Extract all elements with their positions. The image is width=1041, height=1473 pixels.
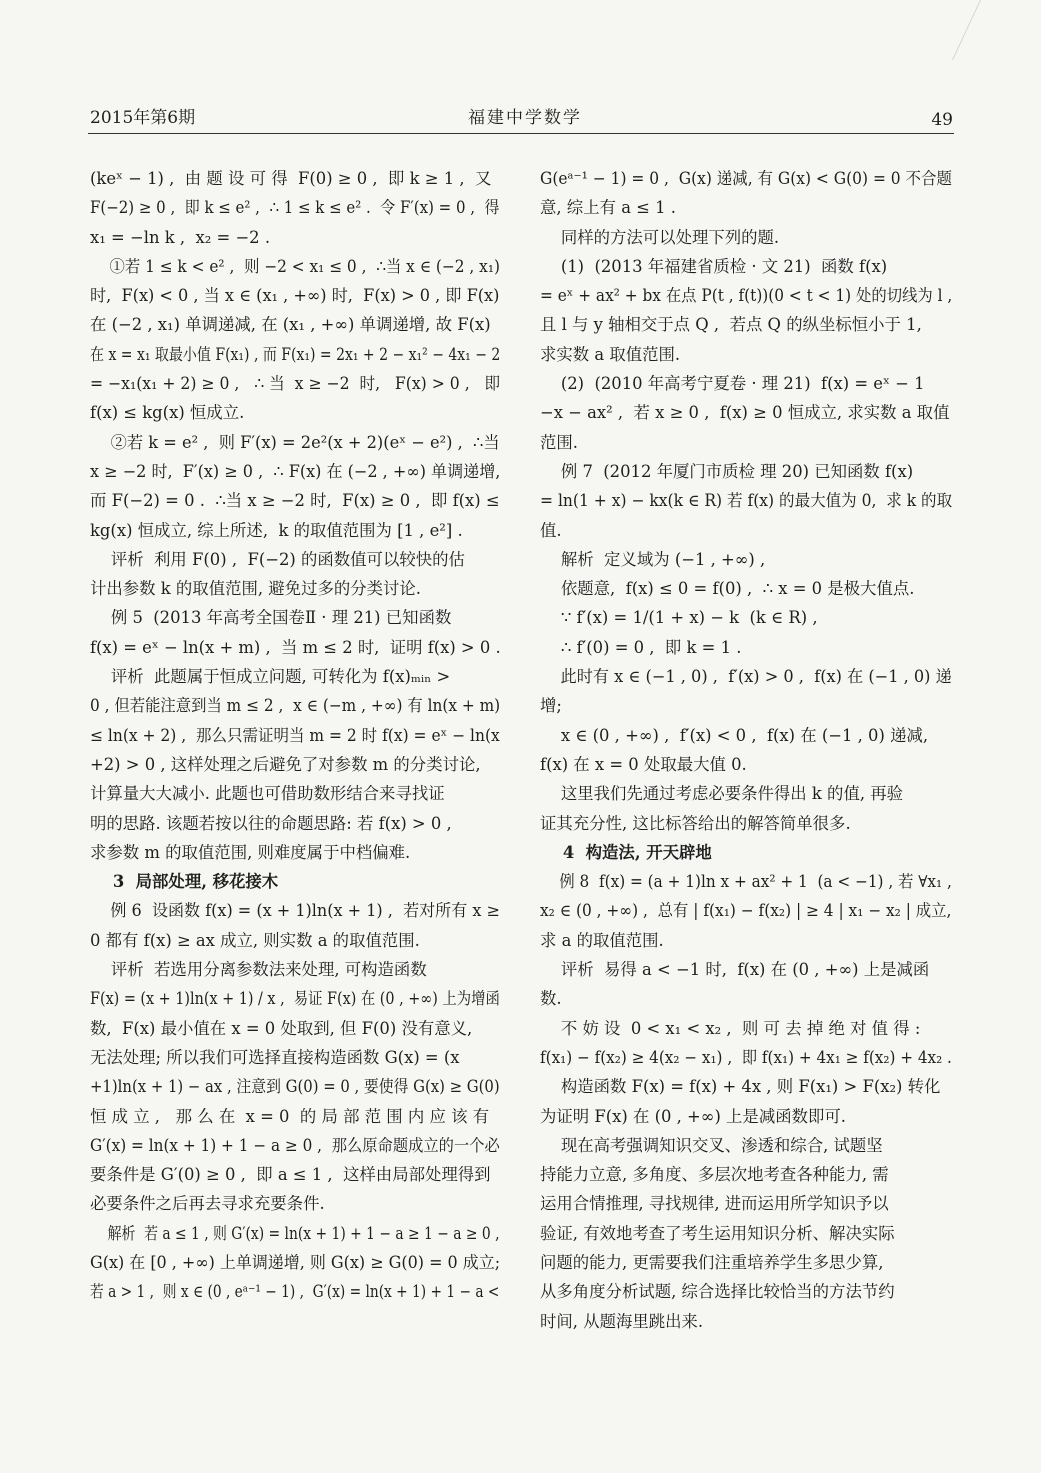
- text-line: 在 (−2 , x₁) 单调递减, 在 (x₁ , +∞) 单调递增, 故 F(x): [90, 315, 491, 335]
- text-line: 评析 利用 F(0) , F(−2) 的函数值可以较快的估: [90, 549, 465, 569]
- text-line: 范围.: [540, 432, 578, 452]
- issue-label: 2015年第6期: [90, 108, 196, 128]
- text-line: +1)ln(x + 1) − ax , 注意到 G(0) = 0 , 要使得 G(x) ≥ G(0): [90, 1077, 500, 1097]
- text-line: (2) (2010 年高考宁夏卷 · 理 21) f(x) = eˣ − 1: [540, 374, 925, 394]
- text-line: kg(x) 恒成立, 综上所述, k 的取值范围为 [1 , e²] .: [90, 520, 463, 540]
- text-line: = ln(1 + x) − kx(k ∈ R) 若 f(x) 的最大值为 0, 求 k 的取: [540, 491, 953, 511]
- text-line: x ∈ (0 , +∞) , f′(x) < 0 , f(x) 在 (−1 , 0) 递减,: [540, 725, 929, 745]
- text-line: = −x₁(x₁ + 2) ≥ 0 , ∴ 当 x ≥ −2 时, F(x) > 0 , 即: [90, 374, 501, 394]
- text-line: 持能力立意, 多角度、多层次地考查各种能力, 需: [540, 1165, 889, 1185]
- header-rule: [88, 133, 954, 134]
- text-line: 评析 此题属于恒成立问题, 可转化为 f(x)ₘᵢₙ >: [90, 667, 451, 687]
- text-line: 依题意, f(x) ≤ 0 = f(0) , ∴ x = 0 是极大值点.: [540, 579, 915, 599]
- text-line: 现在高考强调知识交叉、渗透和综合, 试题坚: [540, 1135, 883, 1155]
- text-line: 构造函数 F(x) = f(x) + 4x , 则 F(x₁) > F(x₂) 转化: [540, 1077, 941, 1097]
- page-number: 49: [931, 110, 953, 130]
- text-line: +2) > 0 , 这样处理之后避免了对参数 m 的分类讨论,: [90, 754, 481, 774]
- text-line: 增;: [540, 696, 562, 716]
- text-line: 必要条件之后再去寻求充要条件.: [90, 1194, 325, 1214]
- text-line: F(−2) ≥ 0 , 即 k ≤ e² , ∴ 1 ≤ k ≤ e² . 令 F′(x) = 0 , 得: [90, 198, 500, 218]
- text-line: G(eᵃ⁻¹ − 1) = 0 , G(x) 递减, 有 G(x) < G(0) = 0 不合题: [540, 169, 952, 188]
- text-line: 要条件是 G′(0) ≥ 0 , 即 a ≤ 1 , 这样由局部处理得到: [90, 1165, 491, 1185]
- text-line: 时, F(x) < 0 , 当 x ∈ (x₁ , +∞) 时, F(x) > 0 , 即 F(x): [90, 286, 500, 306]
- text-line: −x − ax² , 若 x ≥ 0 , f(x) ≥ 0 恒成立, 求实数 a 取值: [540, 403, 950, 423]
- left-column: [90, 164, 500, 1307]
- text-line: 计算量大大减小. 此题也可借助数形结合来寻找证: [90, 784, 445, 804]
- text-line: 不 妨 设 0 < x₁ < x₂ , 则 可 去 掉 绝 对 值 得 :: [540, 1018, 921, 1038]
- text-line: 评析 易得 a < −1 时, f(x) 在 (0 , +∞) 上是减函: [540, 960, 930, 980]
- text-line: 问题的能力, 更需要我们注重培养学生多思少算,: [540, 1252, 884, 1272]
- text-line: 3 局部处理, 移花接木: [90, 872, 279, 892]
- text-line: 意, 综上有 a ≤ 1 .: [540, 198, 676, 218]
- text-line: ①若 1 ≤ k < e² , 则 −2 < x₁ ≤ 0 , ∴当 x ∈ (−2 , x₁): [90, 256, 500, 276]
- text-line: 无法处理; 所以我们可选择直接构造函数 G(x) = (x: [90, 1047, 460, 1067]
- text-line: 数.: [540, 989, 562, 1009]
- text-line: 解析 若 a ≤ 1 , 则 G′(x) = ln(x + 1) + 1 − a ≥ 1 − a ≥ 0 ,: [90, 1223, 500, 1243]
- text-line: ②若 k = e² , 则 F′(x) = 2e²(x + 2)(eˣ − e²) , ∴当: [90, 432, 500, 452]
- text-line: 明的思路. 该题若按以往的命题思路: 若 f(x) > 0 ,: [90, 813, 452, 833]
- text-line: G(x) 在 [0 , +∞) 上单调递增, 则 G(x) ≥ G(0) = 0 成立;: [90, 1252, 501, 1272]
- text-line: f(x) 在 x = 0 处取最大值 0.: [540, 754, 747, 774]
- text-line: 这里我们先通过考虑必要条件得出 k 的值, 再验: [540, 784, 904, 804]
- text-line: 此时有 x ∈ (−1 , 0) , f′(x) > 0 , f(x) 在 (−1 , 0) 递: [540, 667, 952, 687]
- text-line: G′(x) = ln(x + 1) + 1 − a ≥ 0 , 那么原命题成立的一个必: [90, 1135, 500, 1155]
- journal-title: 福建中学数学: [468, 108, 582, 128]
- text-line: ∴ f′(0) = 0 , 即 k = 1 .: [540, 637, 742, 657]
- text-line: 而 F(−2) = 0 . ∴当 x ≥ −2 时, F(x) ≥ 0 , 即 f(x) ≤: [90, 491, 500, 511]
- text-line: 0 都有 f(x) ≥ ax 成立, 则实数 a 的取值范围.: [90, 930, 420, 950]
- text-line: x₁ = −ln k , x₂ = −2 .: [90, 227, 271, 247]
- text-line: 在 x = x₁ 取最小值 F(x₁) , 而 F(x₁) = 2x₁ + 2 − x₁² − 4x₁ − 2: [90, 344, 501, 364]
- text-line: x ≥ −2 时, F′(x) ≥ 0 , ∴ F(x) 在 (−2 , +∞) 单调递增,: [90, 461, 501, 481]
- text-line: 证其充分性, 这比标答给出的解答简单很多.: [540, 813, 851, 833]
- text-line: 数, F(x) 最小值在 x = 0 处取到, 但 F(0) 没有意义,: [90, 1018, 473, 1038]
- text-line: 验证, 有效地考查了考生运用知识分析、解决实际: [540, 1223, 895, 1243]
- text-line: 求实数 a 取值范围.: [540, 344, 681, 364]
- text-line: 为证明 F(x) 在 (0 , +∞) 上是减函数即可.: [540, 1106, 846, 1126]
- text-line: F(x) = (x + 1)ln(x + 1) / x , 易证 F(x) 在 (0 , +∞) 上为增函: [90, 989, 500, 1009]
- text-line: 0 , 但若能注意到当 m ≤ 2 , x ∈ (−m , +∞) 有 ln(x + m): [90, 696, 501, 716]
- text-line: ≤ ln(x + 2) , 那么只需证明当 m = 2 时 f(x) = eˣ − ln(x: [90, 725, 500, 745]
- text-line: x₂ ∈ (0 , +∞) , 总有 | f(x₁) − f(x₂) | ≥ 4 | x₁ − x₂ | 成立,: [540, 901, 952, 921]
- text-line: 且 l 与 y 轴相交于点 Q , 若点 Q 的纵坐标恒小于 1,: [540, 315, 922, 335]
- text-line: f(x) ≤ kg(x) 恒成立.: [90, 403, 245, 423]
- text-line: 时间, 从题海里跳出来.: [540, 1311, 704, 1331]
- text-line: 例 8 f(x) = (a + 1)ln x + ax² + 1 (a < −1) , 若 ∀x₁ ,: [540, 872, 952, 892]
- text-line: 求 a 的取值范围.: [540, 930, 664, 950]
- text-line: = eˣ + ax² + bx 在点 P(t , f(t))(0 < t < 1) 处的切线为 l ,: [540, 286, 953, 306]
- text-line: 例 6 设函数 f(x) = (x + 1)ln(x + 1) , 若对所有 x ≥: [90, 901, 500, 921]
- text-line: 值.: [540, 520, 562, 540]
- text-line: 例 7 (2012 年厦门市质检 理 20) 已知函数 f(x): [540, 461, 914, 481]
- text-line: 同样的方法可以处理下列的题.: [540, 227, 780, 247]
- text-line: 评析 若选用分离参数法来处理, 可构造函数: [90, 960, 427, 980]
- text-line: (1) (2013 年福建省质检 · 文 21) 函数 f(x): [540, 256, 888, 276]
- text-line: f(x) = eˣ − ln(x + m) , 当 m ≤ 2 时, 证明 f(x) > 0 .: [90, 637, 501, 657]
- page-corner-fold: [952, 0, 1041, 60]
- text-line: 运用合情推理, 寻找规律, 进而运用所学知识予以: [540, 1194, 889, 1214]
- right-column: [540, 164, 952, 1336]
- text-line: 从多角度分析试题, 综合选择比较恰当的方法节约: [540, 1282, 895, 1302]
- text-line: 例 5 (2013 年高考全国卷Ⅱ · 理 21) 已知函数: [90, 608, 452, 628]
- text-line: 计出参数 k 的取值范围, 避免过多的分类讨论.: [90, 579, 422, 599]
- text-line: (keˣ − 1) , 由 题 设 可 得 F(0) ≥ 0 , 即 k ≥ 1 , 又: [90, 169, 492, 188]
- text-line: 恒 成 立 , 那 么 在 x = 0 的 局 部 范 围 内 应 该 有: [90, 1106, 490, 1126]
- text-line: 解析 定义域为 (−1 , +∞) ,: [540, 549, 766, 569]
- text-line: 4 构造法, 开天辟地: [540, 842, 712, 862]
- text-line: 若 a > 1 , 则 x ∈ (0 , eᵃ⁻¹ − 1) , G′(x) = ln(x + 1) + 1 − a <: [90, 1282, 500, 1302]
- text-line: f(x₁) − f(x₂) ≥ 4(x₂ − x₁) , 即 f(x₁) + 4x₁ ≥ f(x₂) + 4x₂ .: [540, 1047, 952, 1067]
- text-line: 求参数 m 的取值范围, 则难度属于中档偏难.: [90, 842, 411, 862]
- text-line: ∵ f′(x) = 1/(1 + x) − k (k ∈ R) ,: [540, 608, 818, 628]
